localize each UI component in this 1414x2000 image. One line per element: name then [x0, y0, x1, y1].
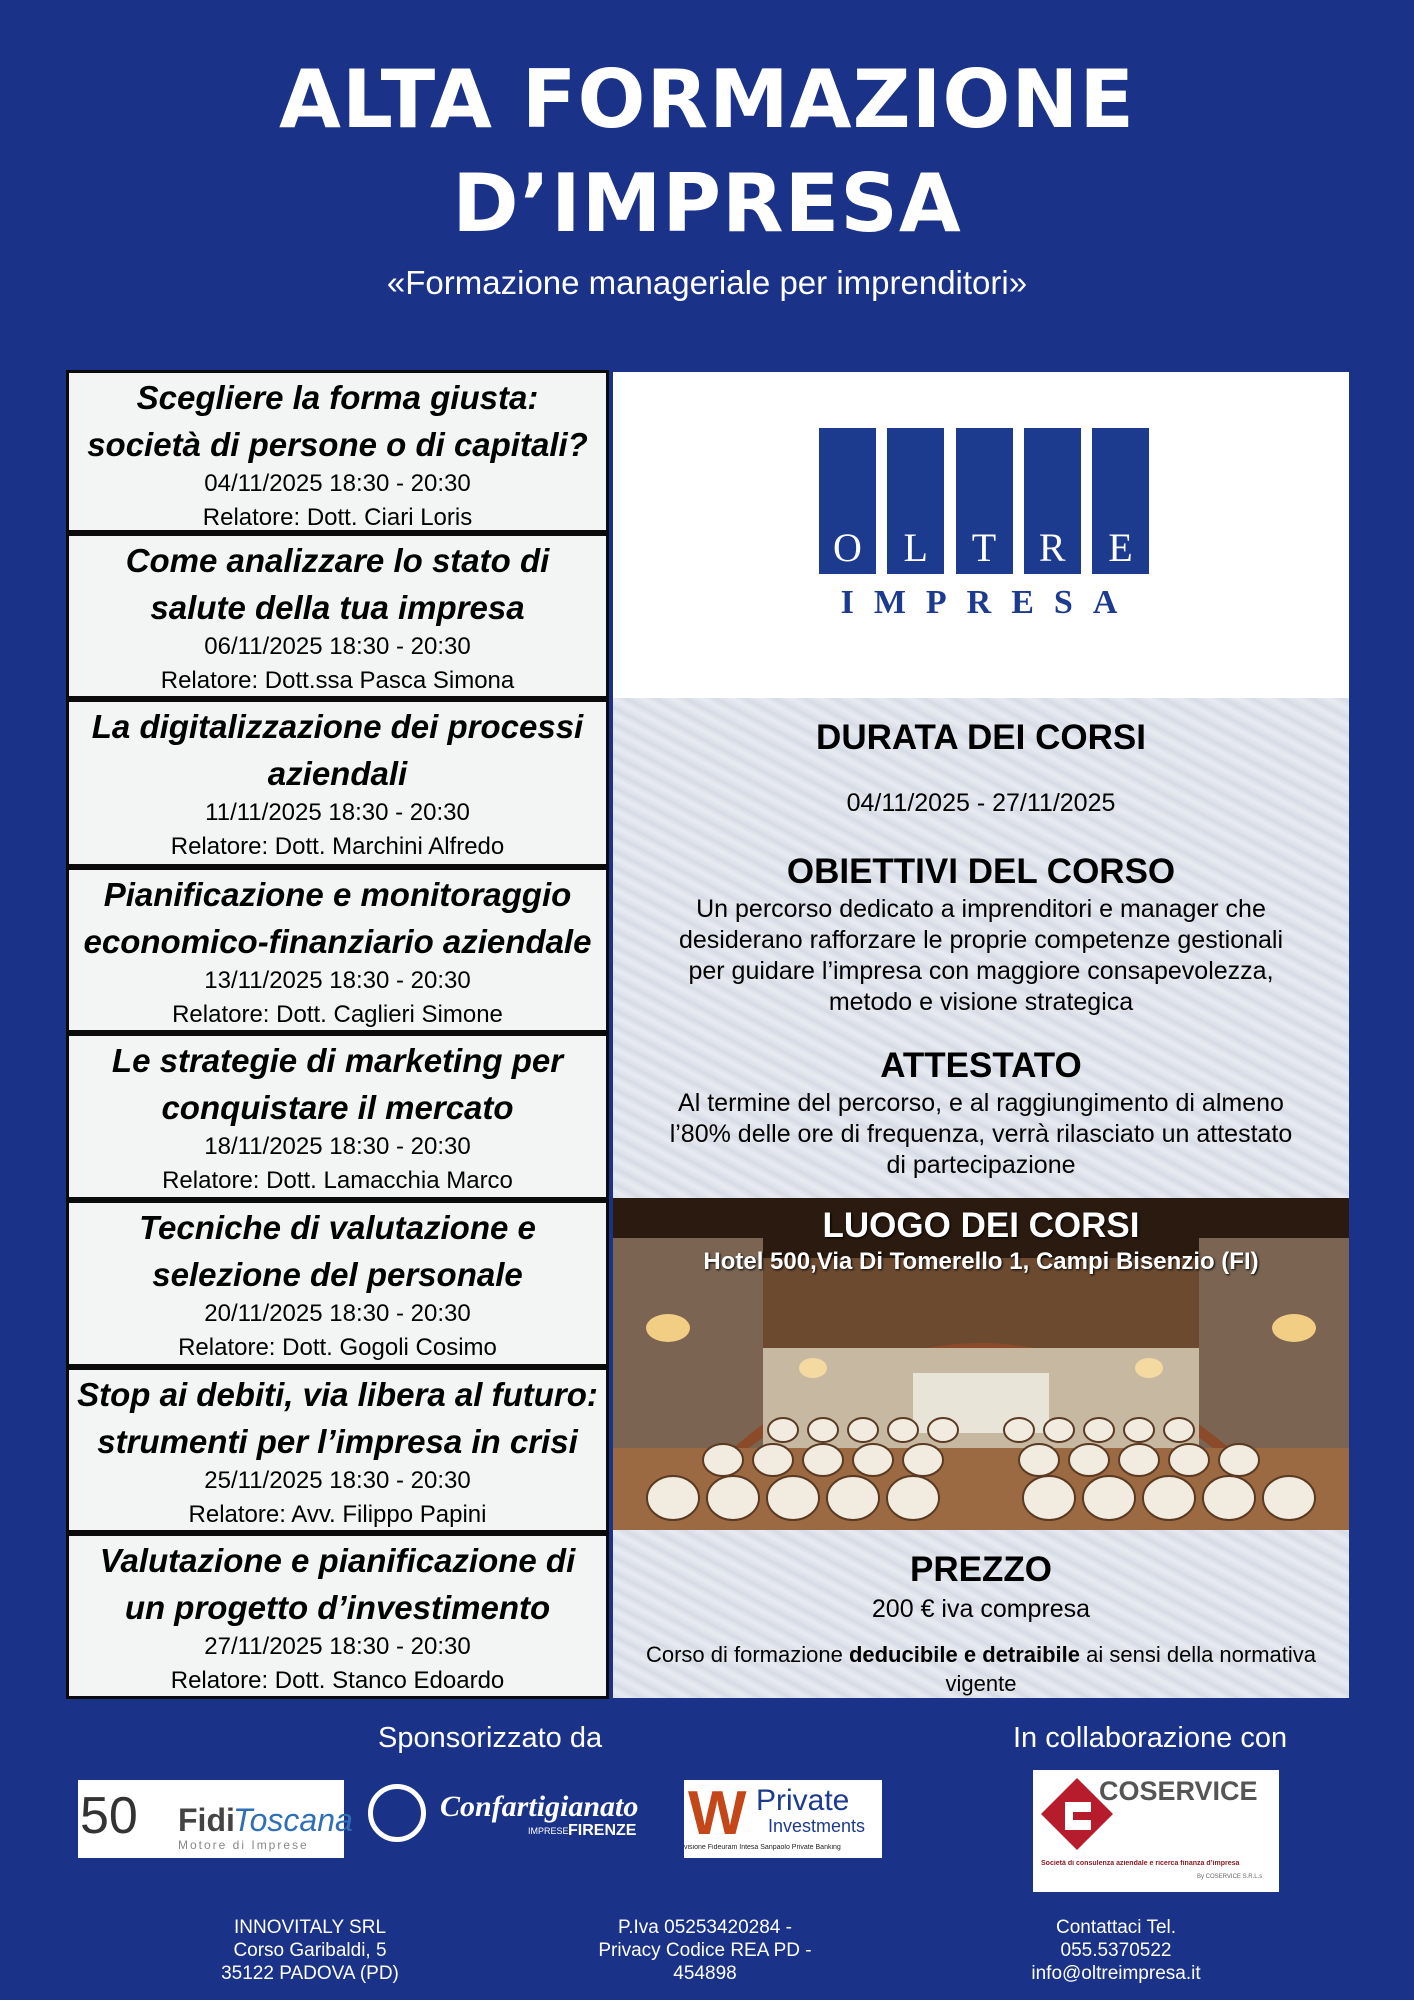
- private-w-mark: W: [688, 1779, 747, 1848]
- course-speaker: Relatore: Dott. Caglieri Simone: [172, 1001, 503, 1028]
- collaboration-heading: In collaborazione con: [1013, 1722, 1288, 1754]
- certificate-line: di partecipazione: [886, 1151, 1076, 1179]
- legal-line: 454898: [673, 1963, 737, 1984]
- course-date: 18/11/2025 18:30 - 20:30: [204, 1133, 471, 1160]
- title-line-1: ALTA FORMAZIONE: [279, 53, 1135, 146]
- title-line-2: D’IMPRESA: [452, 157, 962, 250]
- price-note-line: [613, 1640, 1349, 1669]
- venue-photo-panel: [613, 1198, 1349, 1530]
- course-title-line: Tecniche di valutazione e: [139, 1209, 536, 1246]
- logo-column: [887, 428, 944, 574]
- course-date: 20/11/2025 18:30 - 20:30: [204, 1300, 471, 1327]
- course-card: [66, 1533, 609, 1699]
- course-speaker: Relatore: Dott. Ciari Loris: [202, 504, 473, 531]
- certificate-line: Al termine del percorso, e al raggiungimento di almeno: [678, 1089, 1284, 1117]
- fidi-number: 50: [80, 1787, 138, 1845]
- duration-value: 04/11/2025 - 27/11/2025: [846, 789, 1116, 817]
- course-title-line: Scegliere la forma giusta:: [136, 379, 539, 416]
- coservice-name: COSERVICE: [1099, 1776, 1258, 1806]
- course-date: 06/11/2025 18:30 - 20:30: [204, 633, 471, 660]
- certificate-line: l’80% delle ore di frequenza, verrà rilasciato un attestato: [669, 1120, 1293, 1148]
- course-title-line: conquistare il mercato: [161, 1089, 514, 1126]
- sponsors-heading: Sponsorizzato da: [378, 1722, 603, 1754]
- confartigianato-sub2: FIRENZE: [568, 1822, 637, 1839]
- logo-columns: [819, 428, 1149, 574]
- venue-address: Hotel 500,Via Di Tomerello 1, Campi Bisenzio (FI): [703, 1248, 1259, 1275]
- contact-email[interactable]: info@oltreimpresa.it: [1031, 1963, 1201, 1984]
- course-speaker: Relatore: Dott. Stanco Edoardo: [170, 1667, 505, 1694]
- fidi-tagline: Motore di Imprese: [178, 1838, 309, 1852]
- objectives-line: desiderano rafforzare le proprie competenze gestionali: [678, 926, 1284, 954]
- coservice-logo: [1033, 1770, 1279, 1892]
- legal-line: P.Iva 05253420284 -: [618, 1917, 792, 1938]
- logo-word: IMPRESA: [840, 584, 1138, 621]
- course-date: 25/11/2025 18:30 - 20:30: [204, 1467, 471, 1494]
- logo-letter: E: [1108, 525, 1133, 570]
- course-title-line: aziendali: [267, 755, 408, 792]
- logo-letter: L: [903, 525, 928, 570]
- contact-line: Contattaci Tel.: [1055, 1917, 1177, 1938]
- venue-heading: LUOGO DEI CORSI: [822, 1206, 1140, 1245]
- logo-letter: R: [1038, 525, 1066, 570]
- fidi-name-b: Toscana: [233, 1802, 353, 1838]
- course-title-line: Pianificazione e monitoraggio: [103, 876, 572, 913]
- logo-letter: T: [971, 525, 997, 570]
- confartigianato-circle-icon: [368, 1784, 426, 1842]
- course-date: 13/11/2025 18:30 - 20:30: [204, 967, 471, 994]
- objectives-line: Un percorso dedicato a imprenditori e manager che: [696, 895, 1266, 923]
- course-card: [66, 867, 609, 1033]
- company-line: Corso Garibaldi, 5: [233, 1940, 387, 1961]
- contact-info: [1006, 1916, 1226, 1985]
- page-title: [0, 48, 1414, 256]
- course-speaker: Relatore: Avv. Filippo Papini: [188, 1501, 487, 1528]
- course-title-line: salute della tua impresa: [150, 589, 525, 626]
- fidi-toscana-logo: [78, 1780, 353, 1858]
- price-note-emphasis: deducibile e detraibile: [848, 1642, 1081, 1667]
- confartigianato-sub1: IMPRESE: [528, 1826, 569, 1836]
- price-note-text: ai sensi della normativa: [1080, 1642, 1317, 1667]
- company-address: [190, 1916, 430, 1985]
- course-title-line: La digitalizzazione dei processi: [91, 708, 584, 745]
- course-card: [66, 370, 609, 533]
- oltre-impresa-logo: [613, 372, 1349, 698]
- private-line2: Investments: [768, 1816, 866, 1836]
- private-line1: Private: [756, 1784, 850, 1817]
- course-title-line: economico-finanziario aziendale: [83, 923, 592, 960]
- course-speaker: Relatore: Dott. Lamacchia Marco: [162, 1167, 513, 1194]
- page-subtitle: «Formazione manageriale per imprenditori»: [386, 264, 1028, 301]
- coservice-byline: By COSERVICE S.R.L.s: [1197, 1874, 1263, 1880]
- course-date: 11/11/2025 18:30 - 20:30: [205, 799, 470, 826]
- price-heading: PREZZO: [910, 1550, 1052, 1589]
- course-title-line: Stop ai debiti, via libera al futuro:: [77, 1376, 598, 1413]
- logo-letter: O: [833, 525, 862, 570]
- legal-line: Privacy Codice REA PD -: [598, 1940, 812, 1961]
- company-line: INNOVITALY SRL: [233, 1917, 387, 1938]
- objectives-text: [613, 894, 1349, 1018]
- duration-heading: DURATA DEI CORSI: [816, 718, 1146, 757]
- company-line: 35122 PADOVA (PD): [221, 1963, 399, 1984]
- contact-phone[interactable]: 055.5370522: [1060, 1940, 1172, 1961]
- objectives-heading: OBIETTIVI DEL CORSO: [786, 852, 1176, 891]
- logo-column: [956, 428, 1013, 574]
- objectives-line: metodo e visione strategica: [828, 988, 1134, 1016]
- course-date: 27/11/2025 18:30 - 20:30: [204, 1633, 471, 1660]
- price-note-line: vigente: [945, 1671, 1017, 1696]
- logo-column: [819, 428, 876, 574]
- course-speaker: Relatore: Dott.ssa Pasca Simona: [160, 667, 515, 694]
- certificate-heading: ATTESTATO: [880, 1046, 1082, 1085]
- logo-column: [1024, 428, 1081, 574]
- course-title-line: Come analizzare lo stato di: [125, 542, 550, 579]
- confartigianato-logo: [364, 1782, 664, 1852]
- price-note: [613, 1640, 1349, 1698]
- price-value: 200 € iva compresa: [871, 1595, 1091, 1623]
- course-card: [66, 1367, 609, 1533]
- objectives-line: per guidare l’impresa con maggiore consapevolezza,: [688, 957, 1274, 985]
- course-card: [66, 533, 609, 699]
- course-title-line: un progetto d’investimento: [124, 1589, 551, 1626]
- course-title-line: strumenti per l’impresa in crisi: [97, 1423, 578, 1460]
- certificate-text: [613, 1088, 1349, 1181]
- course-title-line: Le strategie di marketing per: [111, 1042, 564, 1079]
- legal-info: [570, 1916, 840, 1985]
- course-title-line: società di persone o di capitali?: [87, 426, 588, 463]
- course-title-line: selezione del personale: [152, 1256, 523, 1293]
- fidi-name-a: Fidi: [178, 1802, 235, 1838]
- private-tagline: visione Fideuram Intesa Sanpaolo Private Banking: [684, 1844, 841, 1851]
- coservice-tagline: Società di consulenza aziendale e ricerca finanza d’impresa: [1041, 1860, 1240, 1867]
- course-card: [66, 699, 609, 867]
- course-card: [66, 1033, 609, 1200]
- confartigianato-name: Confartigianato: [440, 1790, 639, 1823]
- course-speaker: Relatore: Dott. Gogoli Cosimo: [178, 1334, 497, 1361]
- logo-column: [1092, 428, 1149, 574]
- private-investments-logo: [684, 1780, 882, 1858]
- course-title-line: Valutazione e pianificazione di: [99, 1542, 576, 1579]
- course-speaker: Relatore: Dott. Marchini Alfredo: [170, 833, 505, 860]
- course-date: 04/11/2025 18:30 - 20:30: [204, 470, 471, 497]
- price-note-text: Corso di formazione: [645, 1642, 849, 1667]
- price-panel: [613, 1530, 1349, 1698]
- course-info-panel: [613, 698, 1349, 1198]
- course-card: [66, 1200, 609, 1367]
